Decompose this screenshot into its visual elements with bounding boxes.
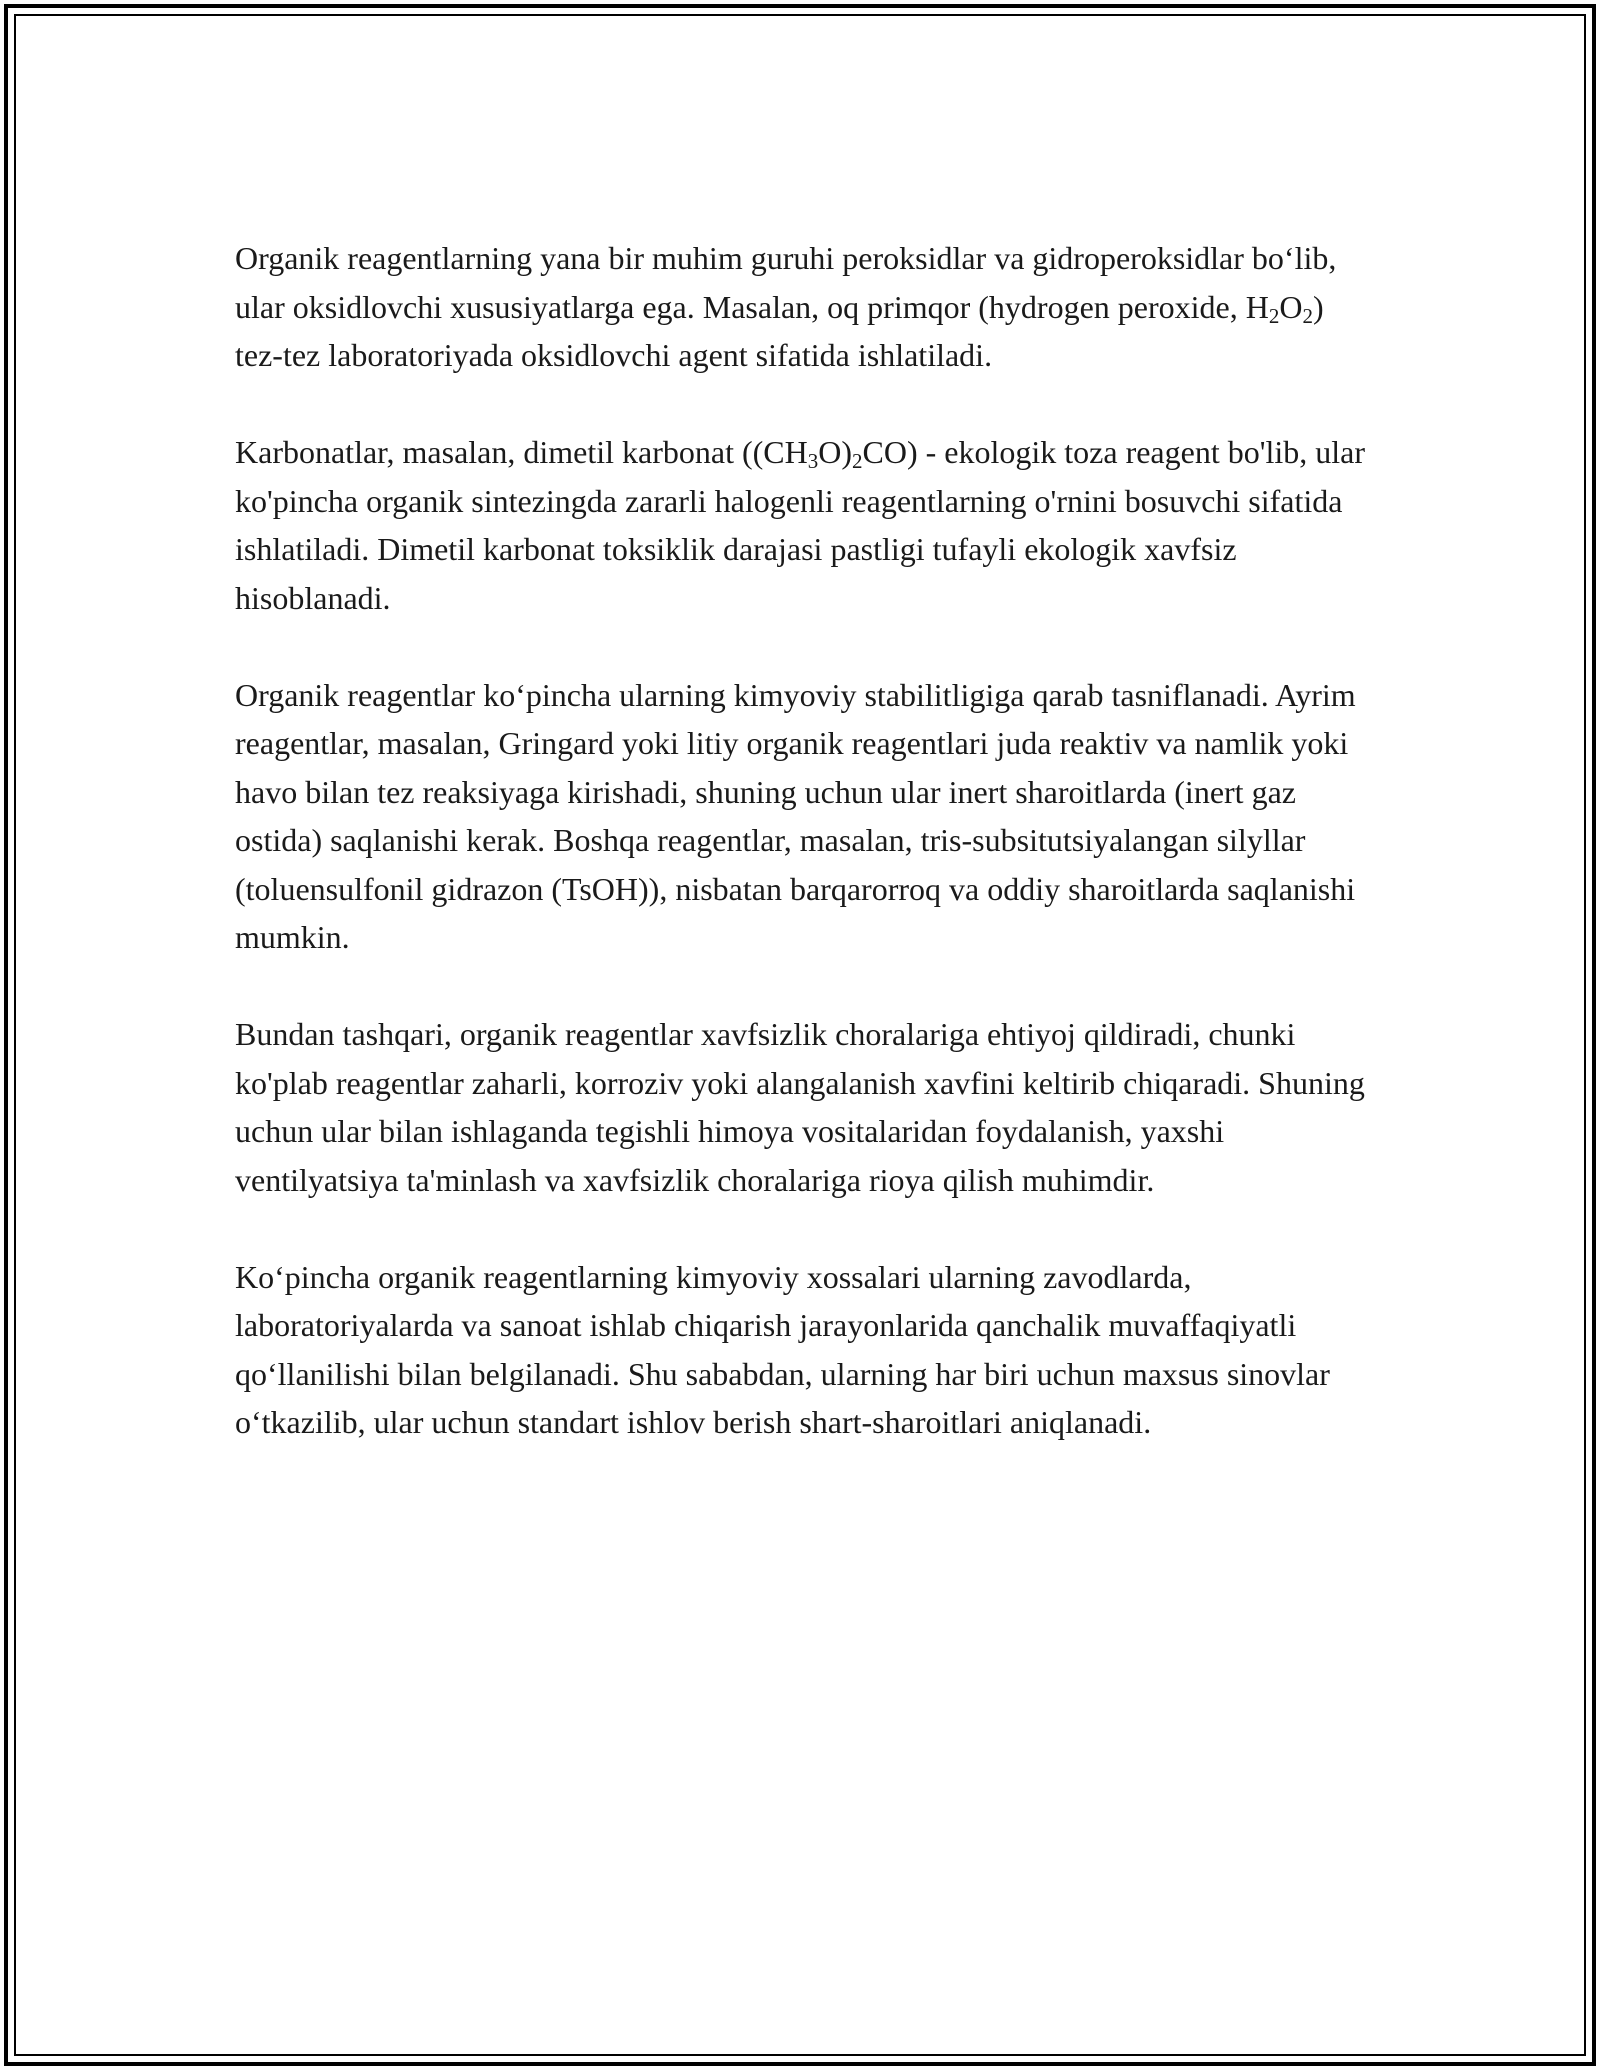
paragraph-text: O) (818, 434, 853, 470)
subscript: 2 (852, 449, 863, 473)
paragraph-text: O (1279, 288, 1303, 325)
document-body (235, 234, 1375, 1495)
paragraph-properties: Ko‘pincha organik reagentlarning kimyoviy xossalari ularning zavodlarda, laboratoriyalarda va sanoat ishlab chiqarish jarayonlarida qanchalik muvaffaqiyatli qo‘llanilishi bilan belgilanadi. Shu sababdan, ularning har biri uchun maxsus sinovlar o‘tkazilib, ular uchun standart ishlov berish shart-sharoitlari aniqlanadi. (235, 1258, 1330, 1440)
paragraph-carbonates (235, 428, 1375, 622)
subscript: 3 (807, 449, 819, 473)
paragraph-text: ) tez-tez laboratoriyada oksidlovchi agent sifatida ishlatiladi. (235, 288, 1324, 373)
paragraph-text: Karbonatlar, masalan, dimetil karbonat ((CH (235, 434, 808, 470)
paragraph-text: Organik reagentlarning yana bir muhim guruhi peroksidlar va gidroperoksidlar bo‘lib, ular oksidlovchi xususiyatlarga ega. Masalan, oq primqor (hydrogen peroxide, H (235, 240, 1337, 325)
subscript: 2 (1268, 303, 1280, 328)
subscript: 2 (1302, 303, 1313, 328)
paragraph-peroxides (235, 234, 1375, 380)
paragraph-stability: Organik reagentlar ko‘pincha ularning kimyoviy stabilitligiga qarab tasniflanadi. Ayrim reagentlar, masalan, Gringard yoki litiy organik reagentlari juda reaktiv va namlik yoki havo bilan tez reaksiyaga kirishadi, shuning uchun ular inert sharoitlarda (inert gaz ostida) saqlanishi kerak. Boshqa reagentlar, masalan, tris-subsitutsiyalangan silyllar (toluensulfonil gidrazon (TsOH)), nisbatan barqarorroq va oddiy sharoitlarda saqlanishi mumkin. (235, 676, 1356, 955)
paragraph-safety: Bundan tashqari, organik reagentlar xavfsizlik choralariga ehtiyoj qildiradi, chunki ko'plab reagentlar zaharli, korroziv yoki alangalanish xavfini keltirib chiqaradi. Shuning uchun ular bilan ishlaganda tegishli himoya vositalaridan foydalanish, yaxshi ventilyatsiya ta'minlash va xavfsizlik choralariga rioya qilish muhimdir. (235, 1016, 1365, 1198)
paragraph-text: CO) - ekologik toza reagent bo'lib, ular ko'pincha organik sintezingda zararli halogenli reagentlarning o'rnini bosuvchi sifatida ishlatiladi. Dimetil karbonat toksiklik darajasi pastligi tufayli ekologik xavfsiz hisoblanadi. (235, 434, 1366, 616)
